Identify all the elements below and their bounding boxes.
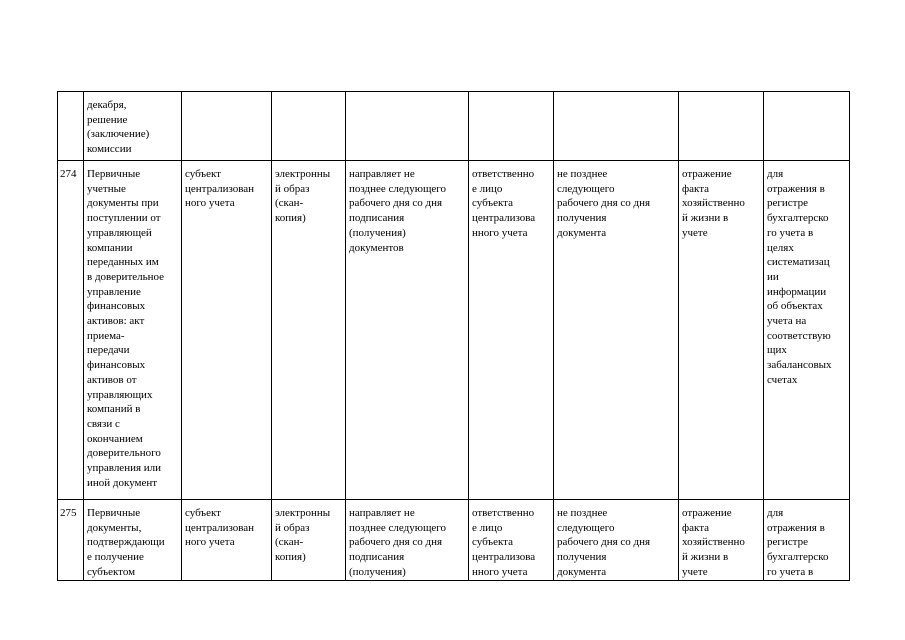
purpose-cell bbox=[679, 92, 764, 161]
document-table bbox=[57, 91, 850, 581]
deadline-cell: не позднее следующего рабочего дня со дня получения документа bbox=[554, 161, 679, 500]
document-name-cell: Первичные учетные документы при поступлении от управляющей компании переданных им в доверительное управление финансовых активов: акт приема- передачи финансовых активов от управляющих компаний в связи с окончанием доверительного управления или иной документ bbox=[84, 161, 182, 500]
document-name-cell: декабря, решение (заключение) комиссии bbox=[84, 92, 182, 161]
purpose-cell: отражение факта хозяйственно й жизни в учете bbox=[679, 161, 764, 500]
creator-cell: субъект централизован ного учета bbox=[182, 500, 272, 581]
row-number-cell: 275 bbox=[58, 500, 84, 581]
responsible-cell: ответственно е лицо субъекта централизова нного учета bbox=[469, 161, 554, 500]
form-cell: электронны й образ (скан- копия) bbox=[272, 161, 346, 500]
row-number-cell bbox=[58, 92, 84, 161]
action-cell: направляет не позднее следующего рабочего дня со дня подписания (получения) bbox=[346, 500, 469, 581]
deadline-cell bbox=[554, 92, 679, 161]
responsible-cell: ответственно е лицо субъекта централизова нного учета bbox=[469, 500, 554, 581]
document-name-cell: Первичные документы, подтверждающи е получение субъектом bbox=[84, 500, 182, 581]
action-cell: направляет не позднее следующего рабочего дня со дня подписания (получения) документов bbox=[346, 161, 469, 500]
creator-cell: субъект централизован ного учета bbox=[182, 161, 272, 500]
note-cell bbox=[764, 92, 850, 161]
responsible-cell bbox=[469, 92, 554, 161]
table-row bbox=[58, 92, 850, 161]
table-row bbox=[58, 500, 850, 581]
form-cell bbox=[272, 92, 346, 161]
form-cell: электронны й образ (скан- копия) bbox=[272, 500, 346, 581]
deadline-cell: не позднее следующего рабочего дня со дня получения документа bbox=[554, 500, 679, 581]
table-row bbox=[58, 161, 850, 500]
note-cell: для отражения в регистре бухгалтерско го учета в bbox=[764, 500, 850, 581]
action-cell bbox=[346, 92, 469, 161]
note-cell: для отражения в регистре бухгалтерско го учета в целях систематизац ии информации об объектах учета на соответствую щих забалансовых счетах bbox=[764, 161, 850, 500]
creator-cell bbox=[182, 92, 272, 161]
row-number-cell: 274 bbox=[58, 161, 84, 500]
purpose-cell: отражение факта хозяйственно й жизни в учете bbox=[679, 500, 764, 581]
